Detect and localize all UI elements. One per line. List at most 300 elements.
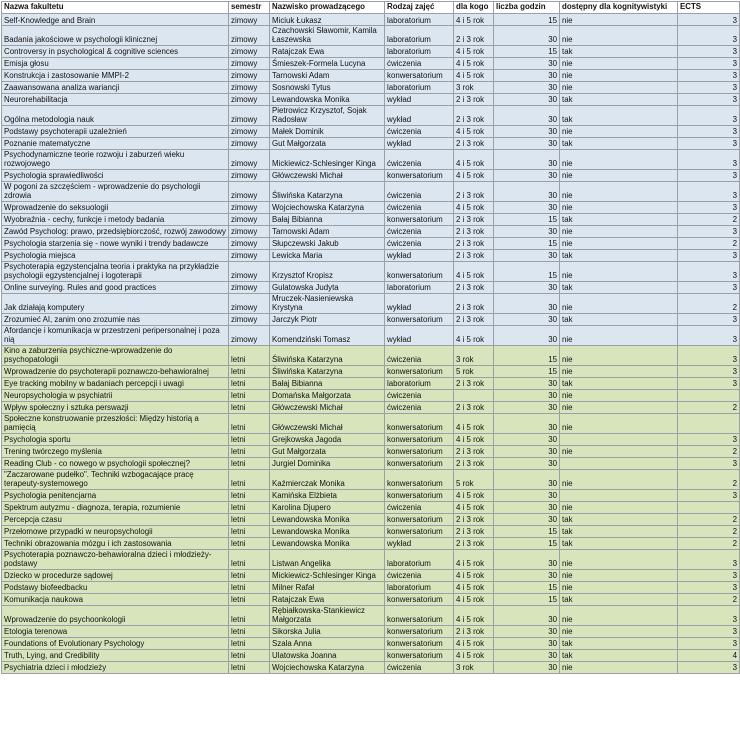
- cell-hours[interactable]: 15: [494, 14, 560, 26]
- cell-semester[interactable]: letni: [229, 457, 270, 469]
- cell-cognitive[interactable]: nie: [560, 201, 678, 213]
- cell-semester[interactable]: zimowy: [229, 325, 270, 345]
- cell-cognitive[interactable]: tak: [560, 45, 678, 57]
- cell-name[interactable]: Spektrum autyzmu - diagnoza, terapia, rozumienie: [2, 501, 229, 513]
- cell-type[interactable]: ćwiczenia: [385, 389, 454, 401]
- cell-cognitive[interactable]: tak: [560, 377, 678, 389]
- cell-who[interactable]: 4 i 5 rok: [454, 433, 494, 445]
- cell-teacher[interactable]: Jurgiel Dominika: [270, 457, 385, 469]
- cell-cognitive[interactable]: tak: [560, 637, 678, 649]
- cell-name[interactable]: Podstawy biofeedbacku: [2, 581, 229, 593]
- cell-ects[interactable]: 3: [678, 489, 740, 501]
- cell-semester[interactable]: zimowy: [229, 281, 270, 293]
- cell-ects[interactable]: 3: [678, 201, 740, 213]
- cell-teacher[interactable]: Ratajczak Ewa: [270, 593, 385, 605]
- cell-hours[interactable]: 30: [494, 637, 560, 649]
- cell-cognitive[interactable]: [560, 457, 678, 469]
- cell-name[interactable]: Psychologia starzenia się - nowe wyniki i trendy badawcze: [2, 237, 229, 249]
- cell-semester[interactable]: letni: [229, 401, 270, 413]
- cell-who[interactable]: 5 rok: [454, 365, 494, 377]
- cell-who[interactable]: 4 i 5 rok: [454, 501, 494, 513]
- cell-ects[interactable]: 3: [678, 313, 740, 325]
- cell-ects[interactable]: 3: [678, 149, 740, 169]
- cell-ects[interactable]: 3: [678, 605, 740, 625]
- cell-cognitive[interactable]: nie: [560, 401, 678, 413]
- cell-ects[interactable]: 3: [678, 14, 740, 26]
- cell-semester[interactable]: zimowy: [229, 181, 270, 201]
- cell-who[interactable]: 2 i 3 rok: [454, 525, 494, 537]
- cell-type[interactable]: ćwiczenia: [385, 181, 454, 201]
- cell-teacher[interactable]: Małek Dominik: [270, 125, 385, 137]
- cell-semester[interactable]: zimowy: [229, 69, 270, 81]
- cell-who[interactable]: 4 i 5 rok: [454, 569, 494, 581]
- cell-cognitive[interactable]: [560, 433, 678, 445]
- cell-type[interactable]: laboratorium: [385, 581, 454, 593]
- cell-cognitive[interactable]: [560, 489, 678, 501]
- cell-ects[interactable]: 2: [678, 401, 740, 413]
- header-ects[interactable]: ECTS: [678, 2, 740, 14]
- cell-cognitive[interactable]: tak: [560, 537, 678, 549]
- cell-semester[interactable]: zimowy: [229, 201, 270, 213]
- cell-type[interactable]: wykład: [385, 537, 454, 549]
- cell-who[interactable]: 2 i 3 rok: [454, 137, 494, 149]
- cell-semester[interactable]: letni: [229, 581, 270, 593]
- cell-teacher[interactable]: Tarnowski Adam: [270, 69, 385, 81]
- cell-teacher[interactable]: Miciuk Łukasz: [270, 14, 385, 26]
- cell-type[interactable]: wykład: [385, 105, 454, 125]
- cell-cognitive[interactable]: nie: [560, 445, 678, 457]
- cell-name[interactable]: Reading Club - co nowego w psychologii społecznej?: [2, 457, 229, 469]
- cell-semester[interactable]: letni: [229, 489, 270, 501]
- cell-semester[interactable]: zimowy: [229, 105, 270, 125]
- cell-name[interactable]: Techniki obrazowania mózgu i ich zastosowania: [2, 537, 229, 549]
- cell-semester[interactable]: letni: [229, 525, 270, 537]
- cell-cognitive[interactable]: tak: [560, 525, 678, 537]
- cell-name[interactable]: Neuropsychologia w psychiatrii: [2, 389, 229, 401]
- cell-hours[interactable]: 30: [494, 469, 560, 489]
- cell-name[interactable]: Wprowadzenie do seksuologii: [2, 201, 229, 213]
- cell-ects[interactable]: 3: [678, 325, 740, 345]
- cell-hours[interactable]: 30: [494, 649, 560, 661]
- cell-cognitive[interactable]: tak: [560, 281, 678, 293]
- cell-who[interactable]: 4 i 5 rok: [454, 169, 494, 181]
- cell-teacher[interactable]: Śliwińska Katarzyna: [270, 345, 385, 365]
- cell-name[interactable]: Przełomowe przypadki w neuropsychologii: [2, 525, 229, 537]
- cell-ects[interactable]: 3: [678, 281, 740, 293]
- cell-semester[interactable]: zimowy: [229, 81, 270, 93]
- cell-type[interactable]: ćwiczenia: [385, 345, 454, 365]
- cell-ects[interactable]: 3: [678, 433, 740, 445]
- cell-ects[interactable]: 3: [678, 181, 740, 201]
- cell-name[interactable]: Eye tracking mobilny w badaniach percepcji i uwagi: [2, 377, 229, 389]
- cell-type[interactable]: konwersatorium: [385, 69, 454, 81]
- cell-teacher[interactable]: Czachowski Sławomir, Kamila Łaszewska: [270, 26, 385, 46]
- cell-semester[interactable]: letni: [229, 661, 270, 673]
- cell-who[interactable]: 2 i 3 rok: [454, 213, 494, 225]
- cell-ects[interactable]: 2: [678, 293, 740, 313]
- cell-who[interactable]: 4 i 5 rok: [454, 605, 494, 625]
- cell-type[interactable]: konwersatorium: [385, 605, 454, 625]
- cell-who[interactable]: 4 i 5 rok: [454, 14, 494, 26]
- cell-who[interactable]: 2 i 3 rok: [454, 537, 494, 549]
- cell-type[interactable]: ćwiczenia: [385, 149, 454, 169]
- cell-teacher[interactable]: Karolina Djupero: [270, 501, 385, 513]
- cell-teacher[interactable]: Mickiewicz-Schlesinger Kinga: [270, 149, 385, 169]
- cell-hours[interactable]: 30: [494, 125, 560, 137]
- cell-cognitive[interactable]: nie: [560, 169, 678, 181]
- cell-ects[interactable]: [678, 413, 740, 433]
- cell-semester[interactable]: letni: [229, 377, 270, 389]
- cell-hours[interactable]: 15: [494, 345, 560, 365]
- cell-cognitive[interactable]: nie: [560, 14, 678, 26]
- cell-who[interactable]: 2 i 3 rok: [454, 181, 494, 201]
- cell-who[interactable]: 2 i 3 rok: [454, 625, 494, 637]
- cell-hours[interactable]: 30: [494, 457, 560, 469]
- cell-hours[interactable]: 30: [494, 57, 560, 69]
- cell-hours[interactable]: 30: [494, 169, 560, 181]
- cell-name[interactable]: Psychoterapia egzystencjalna teoria i praktyka na przykładzie psychologii egzystencjalnej i logoterapii: [2, 261, 229, 281]
- cell-type[interactable]: wykład: [385, 249, 454, 261]
- cell-name[interactable]: Afordancje i komunikacja w przestrzeni peripersonalnej i poza nią: [2, 325, 229, 345]
- cell-name[interactable]: W pogoni za szczęściem - wprowadzenie do psychologii zdrowia: [2, 181, 229, 201]
- cell-name[interactable]: Podstawy psychoterapii uzależnień: [2, 125, 229, 137]
- cell-hours[interactable]: 30: [494, 225, 560, 237]
- cell-teacher[interactable]: Sosnowski Tytus: [270, 81, 385, 93]
- cell-hours[interactable]: 15: [494, 525, 560, 537]
- cell-cognitive[interactable]: tak: [560, 249, 678, 261]
- cell-name[interactable]: Trening twórczego myślenia: [2, 445, 229, 457]
- cell-cognitive[interactable]: tak: [560, 593, 678, 605]
- cell-cognitive[interactable]: nie: [560, 237, 678, 249]
- cell-ects[interactable]: 2: [678, 513, 740, 525]
- cell-cognitive[interactable]: nie: [560, 293, 678, 313]
- cell-type[interactable]: laboratorium: [385, 81, 454, 93]
- cell-ects[interactable]: 3: [678, 105, 740, 125]
- cell-cognitive[interactable]: nie: [560, 261, 678, 281]
- header-cognitive[interactable]: dostępny dla kognitywistyki: [560, 2, 678, 14]
- cell-ects[interactable]: 3: [678, 365, 740, 377]
- cell-semester[interactable]: letni: [229, 537, 270, 549]
- cell-teacher[interactable]: Lewicka Maria: [270, 249, 385, 261]
- cell-type[interactable]: konwersatorium: [385, 525, 454, 537]
- cell-cognitive[interactable]: tak: [560, 105, 678, 125]
- cell-who[interactable]: 2 i 3 rok: [454, 105, 494, 125]
- cell-semester[interactable]: letni: [229, 445, 270, 457]
- cell-ects[interactable]: 2: [678, 593, 740, 605]
- cell-name[interactable]: Online surveying. Rules and good practices: [2, 281, 229, 293]
- cell-cognitive[interactable]: nie: [560, 469, 678, 489]
- cell-semester[interactable]: letni: [229, 513, 270, 525]
- cell-semester[interactable]: zimowy: [229, 213, 270, 225]
- cell-cognitive[interactable]: tak: [560, 513, 678, 525]
- cell-hours[interactable]: 15: [494, 237, 560, 249]
- cell-cognitive[interactable]: nie: [560, 389, 678, 401]
- cell-semester[interactable]: letni: [229, 549, 270, 569]
- cell-hours[interactable]: 30: [494, 513, 560, 525]
- cell-teacher[interactable]: Śliwińska Katarzyna: [270, 365, 385, 377]
- cell-cognitive[interactable]: nie: [560, 605, 678, 625]
- cell-hours[interactable]: 30: [494, 401, 560, 413]
- cell-ects[interactable]: 2: [678, 469, 740, 489]
- cell-who[interactable]: 3 rok: [454, 81, 494, 93]
- cell-who[interactable]: 2 i 3 rok: [454, 401, 494, 413]
- cell-name[interactable]: Psychodynamiczne teorie rozwoju i zaburzeń wieku rozwojowego: [2, 149, 229, 169]
- cell-type[interactable]: konwersatorium: [385, 313, 454, 325]
- cell-semester[interactable]: zimowy: [229, 93, 270, 105]
- cell-who[interactable]: 4 i 5 rok: [454, 489, 494, 501]
- cell-hours[interactable]: 30: [494, 377, 560, 389]
- cell-who[interactable]: 4 i 5 rok: [454, 57, 494, 69]
- cell-semester[interactable]: zimowy: [229, 225, 270, 237]
- cell-type[interactable]: laboratorium: [385, 26, 454, 46]
- cell-type[interactable]: konwersatorium: [385, 649, 454, 661]
- cell-name[interactable]: Psychologia sportu: [2, 433, 229, 445]
- cell-name[interactable]: Percepcja czasu: [2, 513, 229, 525]
- cell-who[interactable]: 2 i 3 rok: [454, 377, 494, 389]
- cell-name[interactable]: Psychiatria dzieci i młodzieży: [2, 661, 229, 673]
- cell-teacher[interactable]: Śliwińska Katarzyna: [270, 181, 385, 201]
- cell-teacher[interactable]: Pietrowicz Krzysztof, Sojak Radosław: [270, 105, 385, 125]
- cell-hours[interactable]: 30: [494, 137, 560, 149]
- cell-who[interactable]: 4 i 5 rok: [454, 581, 494, 593]
- header-semester[interactable]: semestr: [229, 2, 270, 14]
- cell-name[interactable]: Poznanie matematyczne: [2, 137, 229, 149]
- cell-semester[interactable]: letni: [229, 413, 270, 433]
- cell-ects[interactable]: 3: [678, 81, 740, 93]
- cell-ects[interactable]: 2: [678, 213, 740, 225]
- cell-hours[interactable]: 30: [494, 625, 560, 637]
- cell-semester[interactable]: zimowy: [229, 57, 270, 69]
- cell-hours[interactable]: 30: [494, 293, 560, 313]
- cell-teacher[interactable]: Kaźmierczak Monika: [270, 469, 385, 489]
- cell-cognitive[interactable]: nie: [560, 413, 678, 433]
- cell-semester[interactable]: letni: [229, 637, 270, 649]
- cell-type[interactable]: konwersatorium: [385, 489, 454, 501]
- cell-type[interactable]: konwersatorium: [385, 513, 454, 525]
- cell-name[interactable]: Emisja głosu: [2, 57, 229, 69]
- cell-who[interactable]: 2 i 3 rok: [454, 26, 494, 46]
- cell-type[interactable]: konwersatorium: [385, 433, 454, 445]
- cell-who[interactable]: 2 i 3 rok: [454, 293, 494, 313]
- cell-name[interactable]: Dziecko w procedurze sądowej: [2, 569, 229, 581]
- cell-ects[interactable]: 3: [678, 125, 740, 137]
- cell-ects[interactable]: 3: [678, 377, 740, 389]
- cell-ects[interactable]: 3: [678, 137, 740, 149]
- cell-hours[interactable]: 30: [494, 201, 560, 213]
- cell-who[interactable]: 4 i 5 rok: [454, 149, 494, 169]
- cell-cognitive[interactable]: nie: [560, 345, 678, 365]
- cell-hours[interactable]: 15: [494, 213, 560, 225]
- cell-teacher[interactable]: Gut Małgorzata: [270, 445, 385, 457]
- cell-who[interactable]: 4 i 5 rok: [454, 413, 494, 433]
- cell-teacher[interactable]: Ratajczak Ewa: [270, 45, 385, 57]
- cell-ects[interactable]: 3: [678, 581, 740, 593]
- cell-ects[interactable]: 3: [678, 45, 740, 57]
- cell-who[interactable]: 2 i 3 rok: [454, 313, 494, 325]
- header-hours[interactable]: liczba godzin: [494, 2, 560, 14]
- cell-type[interactable]: konwersatorium: [385, 445, 454, 457]
- cell-type[interactable]: konwersatorium: [385, 261, 454, 281]
- cell-teacher[interactable]: Słupczewski Jakub: [270, 237, 385, 249]
- cell-who[interactable]: 3 rok: [454, 661, 494, 673]
- cell-hours[interactable]: 30: [494, 181, 560, 201]
- cell-hours[interactable]: 30: [494, 489, 560, 501]
- cell-teacher[interactable]: Krzysztof Kropisz: [270, 261, 385, 281]
- cell-hours[interactable]: 30: [494, 149, 560, 169]
- cell-cognitive[interactable]: tak: [560, 93, 678, 105]
- cell-who[interactable]: 2 i 3 rok: [454, 225, 494, 237]
- cell-who[interactable]: 4 i 5 rok: [454, 593, 494, 605]
- cell-ects[interactable]: 3: [678, 345, 740, 365]
- cell-hours[interactable]: 30: [494, 501, 560, 513]
- cell-hours[interactable]: 30: [494, 605, 560, 625]
- cell-type[interactable]: konwersatorium: [385, 169, 454, 181]
- cell-cognitive[interactable]: nie: [560, 365, 678, 377]
- cell-semester[interactable]: letni: [229, 569, 270, 581]
- cell-cognitive[interactable]: nie: [560, 501, 678, 513]
- cell-type[interactable]: ćwiczenia: [385, 57, 454, 69]
- cell-type[interactable]: ćwiczenia: [385, 501, 454, 513]
- cell-who[interactable]: 4 i 5 rok: [454, 261, 494, 281]
- cell-name[interactable]: Wyobraźnia - cechy, funkcje i metody badania: [2, 213, 229, 225]
- cell-semester[interactable]: letni: [229, 365, 270, 377]
- cell-ects[interactable]: 3: [678, 26, 740, 46]
- cell-name[interactable]: Wpływ społeczny i sztuka perswazji: [2, 401, 229, 413]
- cell-cognitive[interactable]: tak: [560, 649, 678, 661]
- cell-ects[interactable]: 2: [678, 237, 740, 249]
- cell-type[interactable]: wykład: [385, 325, 454, 345]
- cell-semester[interactable]: zimowy: [229, 149, 270, 169]
- cell-who[interactable]: [454, 389, 494, 401]
- cell-who[interactable]: 4 i 5 rok: [454, 325, 494, 345]
- cell-type[interactable]: ćwiczenia: [385, 225, 454, 237]
- cell-who[interactable]: 2 i 3 rok: [454, 237, 494, 249]
- cell-type[interactable]: konwersatorium: [385, 625, 454, 637]
- cell-semester[interactable]: zimowy: [229, 125, 270, 137]
- cell-who[interactable]: 4 i 5 rok: [454, 549, 494, 569]
- cell-hours[interactable]: 30: [494, 26, 560, 46]
- cell-type[interactable]: ćwiczenia: [385, 125, 454, 137]
- cell-hours[interactable]: 30: [494, 433, 560, 445]
- cell-name[interactable]: Psychologia sprawiedliwości: [2, 169, 229, 181]
- cell-hours[interactable]: 15: [494, 581, 560, 593]
- cell-semester[interactable]: letni: [229, 605, 270, 625]
- cell-ects[interactable]: [678, 389, 740, 401]
- cell-teacher[interactable]: Sikorska Julia: [270, 625, 385, 637]
- cell-hours[interactable]: 15: [494, 593, 560, 605]
- cell-ects[interactable]: 3: [678, 637, 740, 649]
- cell-name[interactable]: Wprowadzenie do psychoterapii poznawczo-behawioralnej: [2, 365, 229, 377]
- cell-semester[interactable]: zimowy: [229, 313, 270, 325]
- header-name[interactable]: Nazwa fakultetu: [2, 2, 229, 14]
- cell-semester[interactable]: zimowy: [229, 293, 270, 313]
- cell-hours[interactable]: 15: [494, 45, 560, 57]
- cell-name[interactable]: "Zaczarowane pudełko". Techniki wzbogacające pracę terapeuty-systemowego: [2, 469, 229, 489]
- cell-name[interactable]: Psychologia miejsca: [2, 249, 229, 261]
- header-who[interactable]: dla kogo: [454, 2, 494, 14]
- cell-ects[interactable]: 3: [678, 261, 740, 281]
- cell-cognitive[interactable]: nie: [560, 57, 678, 69]
- cell-ects[interactable]: 3: [678, 549, 740, 569]
- cell-type[interactable]: konwersatorium: [385, 413, 454, 433]
- cell-who[interactable]: 2 i 3 rok: [454, 93, 494, 105]
- cell-name[interactable]: Konstrukcja i zastosowanie MMPI-2: [2, 69, 229, 81]
- cell-name[interactable]: Self-Knowledge and Brain: [2, 14, 229, 26]
- cell-who[interactable]: 4 i 5 rok: [454, 637, 494, 649]
- cell-type[interactable]: konwersatorium: [385, 469, 454, 489]
- cell-teacher[interactable]: Mickiewicz-Schlesinger Kinga: [270, 569, 385, 581]
- cell-name[interactable]: Zrozumieć AI, zanim ono zrozumie nas: [2, 313, 229, 325]
- cell-teacher[interactable]: Lewandowska Monika: [270, 537, 385, 549]
- cell-semester[interactable]: zimowy: [229, 237, 270, 249]
- cell-name[interactable]: Controversy in psychological & cognitive sciences: [2, 45, 229, 57]
- cell-teacher[interactable]: Wojciechowska Katarzyna: [270, 201, 385, 213]
- cell-teacher[interactable]: Jarczyk Piotr: [270, 313, 385, 325]
- cell-type[interactable]: ćwiczenia: [385, 401, 454, 413]
- cell-semester[interactable]: zimowy: [229, 45, 270, 57]
- cell-teacher[interactable]: Gulatowska Judyta: [270, 281, 385, 293]
- cell-who[interactable]: 4 i 5 rok: [454, 125, 494, 137]
- cell-who[interactable]: 5 rok: [454, 469, 494, 489]
- cell-hours[interactable]: 30: [494, 325, 560, 345]
- cell-teacher[interactable]: Główczewski Michał: [270, 401, 385, 413]
- cell-teacher[interactable]: Listwan Angelika: [270, 549, 385, 569]
- cell-name[interactable]: Etologia terenowa: [2, 625, 229, 637]
- cell-ects[interactable]: 3: [678, 249, 740, 261]
- cell-ects[interactable]: 2: [678, 525, 740, 537]
- cell-teacher[interactable]: Grejkowska Jagoda: [270, 433, 385, 445]
- cell-teacher[interactable]: Ulatowska Joanna: [270, 649, 385, 661]
- cell-cognitive[interactable]: nie: [560, 569, 678, 581]
- cell-who[interactable]: 2 i 3 rok: [454, 457, 494, 469]
- cell-teacher[interactable]: Lewandowska Monika: [270, 513, 385, 525]
- cell-ects[interactable]: 3: [678, 225, 740, 237]
- cell-type[interactable]: konwersatorium: [385, 213, 454, 225]
- cell-hours[interactable]: 15: [494, 365, 560, 377]
- cell-cognitive[interactable]: nie: [560, 81, 678, 93]
- cell-hours[interactable]: 30: [494, 413, 560, 433]
- cell-teacher[interactable]: Bałaj Bibianna: [270, 377, 385, 389]
- cell-teacher[interactable]: Główczewski Michał: [270, 413, 385, 433]
- cell-who[interactable]: 4 i 5 rok: [454, 201, 494, 213]
- cell-hours[interactable]: 15: [494, 537, 560, 549]
- cell-cognitive[interactable]: nie: [560, 181, 678, 201]
- cell-cognitive[interactable]: nie: [560, 325, 678, 345]
- cell-semester[interactable]: zimowy: [229, 249, 270, 261]
- cell-teacher[interactable]: Śmieszek-Formela Lucyna: [270, 57, 385, 69]
- cell-semester[interactable]: letni: [229, 469, 270, 489]
- cell-cognitive[interactable]: tak: [560, 137, 678, 149]
- cell-cognitive[interactable]: nie: [560, 661, 678, 673]
- cell-cognitive[interactable]: nie: [560, 549, 678, 569]
- cell-who[interactable]: 2 i 3 rok: [454, 249, 494, 261]
- cell-hours[interactable]: 30: [494, 105, 560, 125]
- cell-semester[interactable]: letni: [229, 649, 270, 661]
- cell-hours[interactable]: 30: [494, 389, 560, 401]
- cell-who[interactable]: 4 i 5 rok: [454, 45, 494, 57]
- cell-name[interactable]: Truth, Lying, and Credibility: [2, 649, 229, 661]
- cell-ects[interactable]: 3: [678, 69, 740, 81]
- cell-semester[interactable]: zimowy: [229, 26, 270, 46]
- cell-teacher[interactable]: Milner Rafał: [270, 581, 385, 593]
- cell-type[interactable]: ćwiczenia: [385, 201, 454, 213]
- cell-hours[interactable]: 30: [494, 69, 560, 81]
- cell-name[interactable]: Psychologia penitencjarna: [2, 489, 229, 501]
- cell-teacher[interactable]: Lewandowska Monika: [270, 525, 385, 537]
- cell-type[interactable]: wykład: [385, 137, 454, 149]
- cell-cognitive[interactable]: nie: [560, 581, 678, 593]
- cell-ects[interactable]: 3: [678, 569, 740, 581]
